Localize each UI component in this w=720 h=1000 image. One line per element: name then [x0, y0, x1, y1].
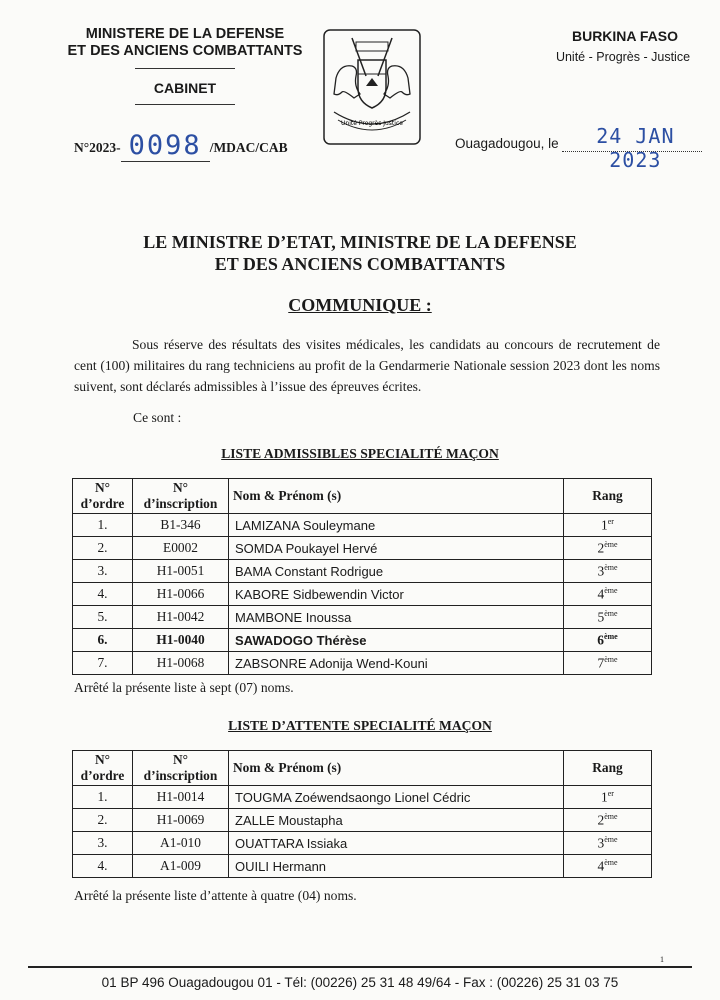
intro-paragraph: Sous réserve des résultats des visites médicales, les candidats au concours de recrutement de cent (100) militaires du rang techniciens au profit de la Gendarmerie Nationale session 2023 dont les noms suivent, sont déclarés admissibles à l’issue des épreuves écrites.	[74, 337, 660, 394]
rank-suffix: ème	[604, 585, 618, 595]
header-nom: Nom & Prénom (s)	[229, 479, 564, 514]
rank-suffix: ème	[604, 811, 618, 821]
cell-nom: SAWADOGO Thérèse	[229, 629, 564, 652]
cell-ordre: 5.	[73, 606, 133, 629]
emblem-motto-text: Unité Progrès Justice	[341, 120, 403, 127]
rank-suffix: ème	[603, 631, 618, 641]
cell-inscription: A1-009	[133, 855, 229, 878]
table-row	[73, 832, 652, 855]
footer-divider	[28, 966, 692, 968]
cell-rang: 1er	[564, 514, 652, 537]
divider	[135, 68, 235, 69]
document-title	[0, 231, 720, 275]
place-and-date	[455, 124, 710, 172]
cell-ordre: 2.	[73, 537, 133, 560]
cell-rang: 7ème	[564, 652, 652, 675]
rank-suffix: er	[607, 516, 614, 526]
cell-rang: 2ème	[564, 809, 652, 832]
table-row	[73, 855, 652, 878]
table-row	[73, 606, 652, 629]
cell-nom: BAMA Constant Rodrigue	[229, 560, 564, 583]
cell-rang: 4ème	[564, 855, 652, 878]
ministry-line-2: ET DES ANCIENS COMBATTANTS	[67, 43, 303, 59]
rank-suffix: ème	[604, 857, 618, 867]
rank-suffix: ème	[604, 562, 618, 572]
cell-nom: ZABSONRE Adonija Wend-Kouni	[229, 652, 564, 675]
title-line-2: ET DES ANCIENS COMBATTANTS	[214, 254, 506, 274]
cell-inscription: B1-346	[133, 514, 229, 537]
table-header-row	[73, 479, 652, 514]
ref-prefix: N°2023-	[74, 140, 121, 155]
communique-heading: COMMUNIQUE :	[288, 295, 432, 315]
cell-rang: 1er	[564, 786, 652, 809]
cell-ordre: 2.	[73, 809, 133, 832]
header-inscription: N° d’inscription	[133, 751, 229, 786]
cell-ordre: 7.	[73, 652, 133, 675]
admissibles-table	[72, 478, 652, 675]
rank-suffix: ème	[604, 654, 618, 664]
cell-rang: 4ème	[564, 583, 652, 606]
cell-inscription: H1-0040	[133, 629, 229, 652]
rank-suffix: ème	[604, 608, 618, 618]
list1-closing: Arrêté la présente liste à sept (07) noms.	[74, 680, 294, 695]
table-row	[73, 560, 652, 583]
cell-nom: OUILI Hermann	[229, 855, 564, 878]
cell-rang: 6ème	[564, 629, 652, 652]
table-row	[73, 652, 652, 675]
cell-nom: LAMIZANA Souleymane	[229, 514, 564, 537]
cell-inscription: H1-0069	[133, 809, 229, 832]
country-name: BURKINA FASO	[571, 28, 679, 44]
cell-inscription: H1-0068	[133, 652, 229, 675]
header-ordre: N° d’ordre	[73, 751, 133, 786]
table-row	[73, 583, 652, 606]
rank-suffix: er	[607, 788, 614, 798]
table-row	[73, 629, 652, 652]
cell-ordre: 4.	[73, 583, 133, 606]
cell-rang: 2ème	[564, 537, 652, 560]
cell-inscription: A1-010	[133, 832, 229, 855]
rank-suffix: ème	[604, 834, 618, 844]
ce-sont-label: Ce sont :	[133, 410, 182, 425]
header-ordre: N° d’ordre	[73, 479, 133, 514]
list-attente-title: LISTE D’ATTENTE SPECIALITÉ MAÇON	[228, 718, 492, 733]
list-admissibles-title: LISTE ADMISSIBLES SPECIALITÉ MAÇON	[221, 446, 499, 461]
header-inscription: N° d’inscription	[133, 479, 229, 514]
cell-nom: SOMDA Poukayel Hervé	[229, 537, 564, 560]
list2-closing: Arrêté la présente liste d’attente à quatre (04) noms.	[74, 888, 357, 903]
national-motto: Unité - Progrès - Justice	[555, 50, 691, 64]
table-header-row	[73, 751, 652, 786]
table-row	[73, 809, 652, 832]
date-field	[562, 124, 702, 172]
reference-number	[74, 128, 288, 159]
cell-ordre: 3.	[73, 560, 133, 583]
table-row	[73, 514, 652, 537]
ref-number-stamp: 0098	[121, 130, 210, 162]
ministry-line-1: MINISTERE DE LA DEFENSE	[85, 26, 285, 42]
cell-nom: KABORE Sidbewendin Victor	[229, 583, 564, 606]
cell-nom: OUATTARA Issiaka	[229, 832, 564, 855]
page-number: 1	[660, 955, 664, 964]
rank-suffix: ème	[604, 539, 618, 549]
cell-nom: ZALLE Moustapha	[229, 809, 564, 832]
title-line-1: LE MINISTRE D’ETAT, MINISTRE DE LA DEFENSE	[143, 232, 577, 252]
header-rang: Rang	[564, 479, 652, 514]
cell-rang: 5ème	[564, 606, 652, 629]
footer-contact: 01 BP 496 Ouagadougou 01 - Tél: (00226) 25 31 48 49/64 - Fax : (00226) 25 31 03 75	[101, 975, 619, 990]
cell-ordre: 1.	[73, 514, 133, 537]
cell-inscription: H1-0014	[133, 786, 229, 809]
header-nom: Nom & Prénom (s)	[229, 751, 564, 786]
cell-inscription: H1-0051	[133, 560, 229, 583]
coat-of-arms-emblem	[322, 28, 422, 146]
cell-rang: 3ème	[564, 560, 652, 583]
cell-ordre: 1.	[73, 786, 133, 809]
header-rang: Rang	[564, 751, 652, 786]
ref-suffix: /MDAC/CAB	[209, 140, 288, 155]
place-label: Ouagadougou, le	[455, 136, 559, 151]
cell-ordre: 4.	[73, 855, 133, 878]
cabinet-label: CABINET	[153, 80, 217, 96]
cell-inscription: H1-0066	[133, 583, 229, 606]
attente-table	[72, 750, 652, 878]
cell-inscription: E0002	[133, 537, 229, 560]
cell-nom: MAMBONE Inoussa	[229, 606, 564, 629]
cell-ordre: 3.	[73, 832, 133, 855]
cell-rang: 3ème	[564, 832, 652, 855]
table-row	[73, 786, 652, 809]
cell-nom: TOUGMA Zoéwendsaongo Lionel Cédric	[229, 786, 564, 809]
ministry-name	[60, 26, 310, 60]
date-stamp: 24 JAN 2023	[596, 124, 675, 172]
cell-ordre: 6.	[73, 629, 133, 652]
table-row	[73, 537, 652, 560]
cell-inscription: H1-0042	[133, 606, 229, 629]
divider	[135, 104, 235, 105]
